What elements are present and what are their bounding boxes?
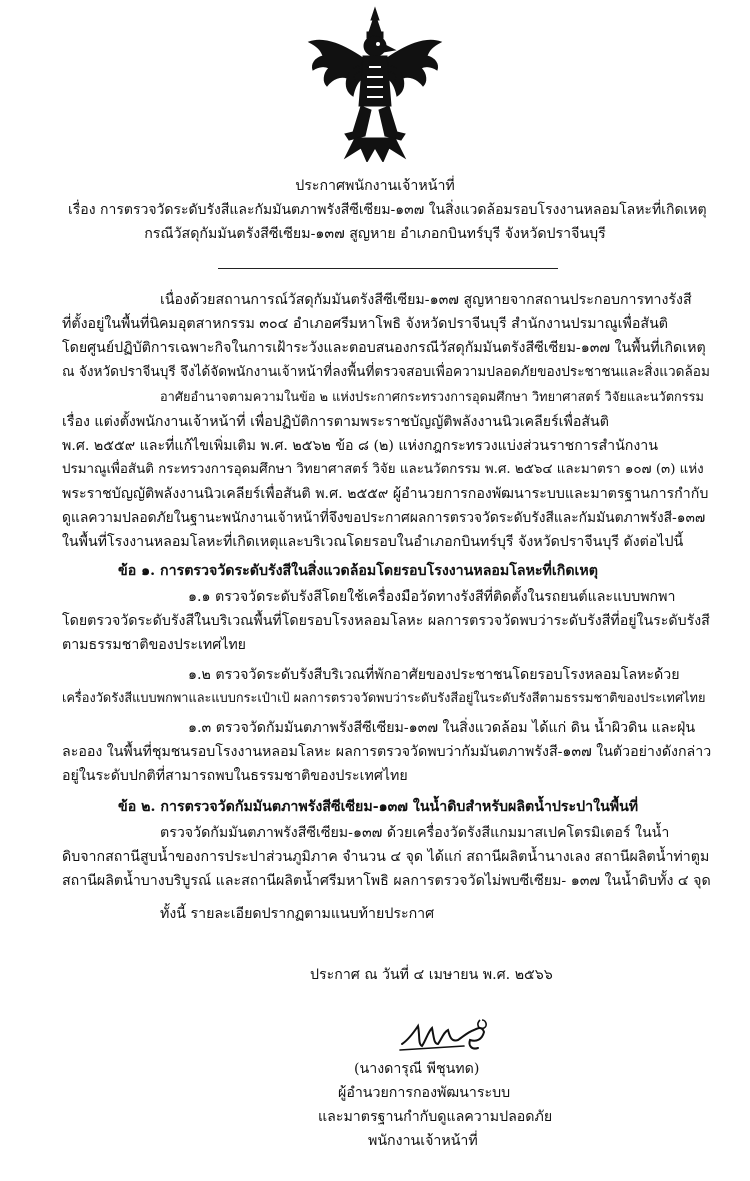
announcement-title: ประกาศพนักงานเจ้าหน้าที่: [295, 178, 455, 194]
item-1-1-line-1: ๑.๑ ตรวจวัดระดับรังสีโดยใช้เครื่องมือวัดทางรังสีที่ติดตั้งในรถยนต์และแบบพกพา: [188, 589, 676, 605]
section-2-title: ข้อ ๒. การตรวจวัดกัมมันตภาพรังสีซีเซียม-๑๓๗ ในน้ำดิบสำหรับผลิตน้ำประปาในพื้นที่: [118, 799, 639, 815]
garuda-emblem-icon: [305, 6, 445, 162]
authority-line-1: อาศัยอำนาจตามความในข้อ ๒ แห่งประกาศกระทรวงการอุดมศึกษา วิทยาศาสตร์ วิจัยและนวัตกรรม: [160, 390, 704, 405]
item-1-3-line-1: ๑.๓ ตรวจวัดกัมมันตภาพรังสีซีเซียม-๑๓๗ ในสิ่งแวดล้อม ได้แก่ ดิน น้ำผิวดิน และฝุ่น: [188, 720, 696, 736]
intro-line-3: โดยศูนย์ปฏิบัติการเฉพาะกิจในการเฝ้าระวังและตอบสนองกรณีวัสดุกัมมันตรังสีซีเซียม-๑๓๗ ในพื้นที่เกิดเหตุ: [62, 340, 706, 356]
item-1-2-line-1: ๑.๒ ตรวจวัดระดับรังสีบริเวณที่พักอาศัยของประชาชนโดยรอบโรงหลอมโลหะด้วย: [188, 667, 680, 683]
signer-title-3: พนักงานเจ้าหน้าที่: [368, 1133, 478, 1149]
closing-note: ทั้งนี้ รายละเอียดปรากฏตามแนบท้ายประกาศ: [160, 906, 435, 922]
signer-name: (นางดารุณี พีชุนทด): [354, 1061, 480, 1077]
section-2-line-1: ตรวจวัดกัมมันตภาพรังสีซีเซียม-๑๓๗ ด้วยเครื่องวัดรังสีแกมมาสเปคโตรมิเตอร์ ในน้ำ: [160, 825, 670, 841]
title-divider: [218, 268, 558, 269]
authority-line-3: พ.ศ. ๒๕๕๙ และที่แก้ไขเพิ่มเติม พ.ศ. ๒๕๖๒ ข้อ ๘ (๒) แห่งกฎกระทรวงแบ่งส่วนราชการสำนักงาน: [62, 438, 658, 454]
subject-line-1: เรื่อง การตรวจวัดระดับรังสีและกัมมันตภาพรังสีซีเซียม-๑๓๗ ในสิ่งแวดล้อมรอบโรงงานหลอมโลหะที่เกิดเหตุ: [68, 202, 707, 218]
authority-line-7: ในพื้นที่โรงงานหลอมโลหะที่เกิดเหตุและบริเวณโดยรอบในอำเภอกบินทร์บุรี จังหวัดปราจีนบุรี ดังต่อไปนี้: [62, 534, 684, 550]
section-1-title: ข้อ ๑. การตรวจวัดระดับรังสีในสิ่งแวดล้อมโดยรอบโรงงานหลอมโลหะที่เกิดเหตุ: [118, 563, 598, 579]
authority-line-2: เรื่อง แต่งตั้งพนักงานเจ้าหน้าที่ เพื่อปฏิบัติการตามพระราชบัญญัติพลังงานนิวเคลียร์เพื่อสันติ: [62, 414, 609, 430]
announcement-date: ประกาศ ณ วันที่ ๔ เมษายน พ.ศ. ๒๕๖๖: [310, 967, 553, 983]
signer-title-2: และมาตรฐานกำกับดูแลความปลอดภัย: [318, 1109, 553, 1125]
signature-icon: [398, 1010, 498, 1060]
subject-line-2: กรณีวัสดุกัมมันตรังสีซีเซียม-๑๓๗ สูญหาย อำเภอกบินทร์บุรี จังหวัดปราจีนบุรี: [144, 226, 606, 242]
authority-line-5: พระราชบัญญัติพลังงานนิวเคลียร์เพื่อสันติ พ.ศ. ๒๕๕๙ ผู้อำนวยการกองพัฒนาระบบและมาตรฐานการกำกับ: [62, 486, 709, 502]
authority-line-6: ดูแลความปลอดภัยในฐานะพนักงานเจ้าหน้าที่จึงขอประกาศผลการตรวจวัดระดับรังสีและกัมมันตภาพรังสี-๑๓๗: [62, 510, 706, 526]
intro-line-1: เนื่องด้วยสถานการณ์วัสดุกัมมันตรังสีซีเซียม-๑๓๗ สูญหายจากสถานประกอบการทางรังสี: [160, 292, 692, 308]
section-2-line-2: ดิบจากสถานีสูบน้ำของการประปาส่วนภูมิภาค จำนวน ๔ จุด ได้แก่ สถานีผลิตน้ำนางเลง สถานีผลิตน้ำท่าตูม: [62, 849, 710, 865]
intro-line-4: ณ จังหวัดปราจีนบุรี จึงได้จัดพนักงานเจ้าหน้าที่ลงพื้นที่ตรวจสอบเพื่อความปลอดภัยของประชาชนและสิ่งแวดล้อม: [62, 364, 710, 380]
item-1-3-line-2: ละออง ในพื้นที่ชุมชนรอบโรงงานหลอมโลหะ ผลการตรวจวัดพบว่ากัมมันตภาพรังสี-๑๓๗ ในตัวอย่างดังกล่าว: [62, 744, 712, 760]
item-1-1-line-3: ตามธรรมชาติของประเทศไทย: [62, 637, 246, 653]
signer-title-1: ผู้อำนวยการกองพัฒนาระบบ: [338, 1085, 511, 1101]
item-1-2-line-2: เครื่องวัดรังสีแบบพกพาและแบบกระเป๋าเป้ ผลการตรวจวัดพบว่าระดับรังสีอยู่ในระดับรังสีตามธรรมชาติของประเทศไทย: [62, 691, 706, 706]
section-2-line-3: สถานีผลิตน้ำบางบริบูรณ์ และสถานีผลิตน้ำศรีมหาโพธิ ผลการตรวจวัดไม่พบซีเซียม- ๑๓๗ ในน้ำดิบทั้ง ๔ จุด: [62, 873, 711, 889]
item-1-1-line-2: โดยตรวจวัดระดับรังสีในบริเวณพื้นที่โดยรอบโรงหลอมโลหะ ผลการตรวจวัดพบว่าระดับรังสีที่อยู่ในระดับรังสี: [62, 613, 710, 629]
item-1-3-line-3: อยู่ในระดับปกติที่สามารถพบในธรรมชาติของประเทศไทย: [62, 768, 408, 784]
intro-line-2: ที่ตั้งอยู่ในพื้นที่นิคมอุตสาหกรรม ๓๐๔ อำเภอศรีมหาโพธิ จังหวัดปราจีนบุรี สำนักงานปรมาณูเพื่อสันติ: [62, 316, 668, 332]
authority-line-4: ปรมาณูเพื่อสันติ กระทรวงการอุดมศึกษา วิทยาศาสตร์ วิจัย และนวัตกรรม พ.ศ. ๒๕๖๔ และมาตรา ๑๐๗ (๓) แห่ง: [62, 462, 704, 477]
